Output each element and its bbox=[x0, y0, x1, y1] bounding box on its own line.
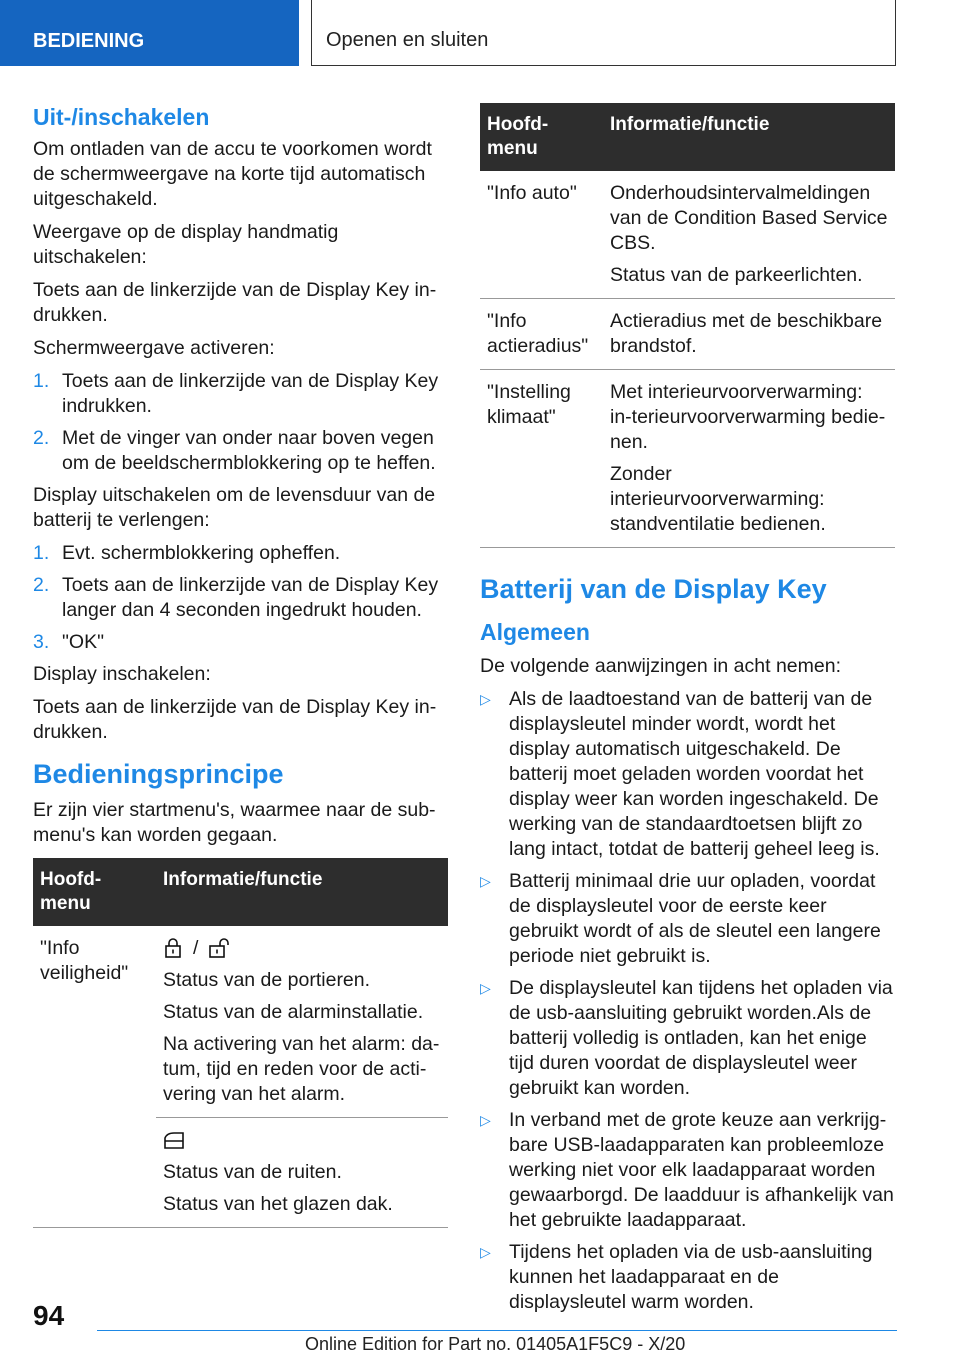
list-item bbox=[480, 869, 895, 969]
table-row bbox=[33, 926, 448, 1118]
heading-uit-inschakelen: Uit-/inschakelen bbox=[33, 104, 210, 130]
paragraph: Display uitschakelen om de levensduur van de batterij te verlengen: bbox=[33, 484, 436, 531]
table-cell: "Info actieradius" bbox=[480, 299, 603, 370]
table-row bbox=[480, 299, 895, 370]
heading-bedieningsprincipe: Bedieningsprincipe bbox=[33, 759, 284, 789]
table-cell: "Info veiligheid" bbox=[33, 926, 156, 1228]
paragraph: Er zijn vier startmenu's, waarmee naar de sub-menu's kan worden gegaan. bbox=[33, 799, 436, 846]
table-header: Informatie/functie bbox=[156, 858, 448, 926]
paragraph: Weergave op de display handmatig uitschakelen: bbox=[33, 221, 339, 268]
cell-line: Status van de ruiten. bbox=[163, 1161, 342, 1183]
list-text: In verband met de grote keuze aan verkrijg-bare USB-laadapparaten kan probleemloze werking niet voor elk laadapparaat worden gewaarborgd. De laadduur is afhankelijk van het gebruikte laadapparaat. bbox=[509, 1109, 894, 1231]
table-header: Hoofd-menu bbox=[33, 858, 156, 926]
icon-line bbox=[163, 936, 442, 960]
list-item bbox=[33, 630, 448, 655]
cell-line: Na activering van het alarm: da-tum, tijd en reden voor de acti-vering van het alarm. bbox=[163, 1033, 440, 1105]
cell-line: Zonder interieurvoorverwarming: standventilatie bedienen. bbox=[610, 463, 826, 535]
icon-line bbox=[163, 1128, 442, 1152]
list-number: 2. bbox=[33, 574, 50, 596]
cell-line: Status van de portieren. bbox=[163, 969, 371, 991]
table-cell bbox=[603, 171, 895, 299]
list-item bbox=[480, 687, 895, 862]
list-text: Tijdens het opladen via de usb-aansluiting kunnen het laadapparaat en de displaysleutel warm worden. bbox=[509, 1241, 873, 1313]
list-number: 1. bbox=[33, 370, 50, 392]
list-number: 3. bbox=[33, 631, 50, 653]
cell-line: Met interieurvoorverwarming: in-terieurvoorverwarming bedie-nen. bbox=[610, 381, 886, 453]
paragraph: De volgende aanwijzingen in acht nemen: bbox=[480, 655, 841, 677]
table-cell: "Instelling klimaat" bbox=[480, 370, 603, 548]
list-text: Als de laadtoestand van de batterij van de displaysleutel minder wordt, wordt het display automatisch uitgeschakeld. De batterij moet geladen worden voordat het display weer kan worden ingeschakeld. De werking van de standaardtoetsen blijft zo lang intact, totdat de batterij geheel leeg is. bbox=[509, 688, 880, 860]
paragraph: Om ontladen van de accu te voorkomen wordt de schermweergave na korte tijd automatisch uitgeschakeld. bbox=[33, 138, 432, 210]
list-item bbox=[33, 369, 448, 419]
numbered-list bbox=[33, 369, 448, 476]
list-number: 2. bbox=[33, 427, 50, 449]
table-header-row bbox=[33, 858, 448, 926]
footer-edition: Online Edition for Part no. 01405A1F5C9 - X/20 bbox=[305, 1334, 686, 1354]
list-text: Batterij minimaal drie uur opladen, voordat de displaysleutel voor de eerste keer gebruikt wordt of als de sleutel een langere periode niet gebruikt is. bbox=[509, 870, 881, 967]
table-cell bbox=[603, 370, 895, 548]
list-item bbox=[480, 976, 895, 1101]
table-cell: "Info auto" bbox=[480, 171, 603, 299]
table-header: Informatie/functie bbox=[603, 103, 895, 171]
menu-table-left bbox=[33, 858, 448, 1228]
footer-rule bbox=[97, 1330, 897, 1331]
list-item bbox=[33, 541, 448, 566]
table-cell bbox=[156, 1118, 448, 1228]
table-row bbox=[480, 171, 895, 299]
heading-batterij: Batterij van de Display Key bbox=[480, 574, 827, 604]
table-cell bbox=[156, 926, 448, 1118]
numbered-list bbox=[33, 541, 448, 655]
lock-open-icon bbox=[208, 938, 234, 958]
menu-table-right bbox=[480, 103, 895, 548]
cell-line: Status van het glazen dak. bbox=[163, 1193, 393, 1215]
lock-closed-icon bbox=[163, 938, 183, 958]
list-item bbox=[480, 1240, 895, 1315]
bullet-list bbox=[480, 687, 895, 1315]
cell-line: Onderhoudsintervalmeldingen van de Condition Based Service CBS. bbox=[610, 182, 888, 254]
list-item bbox=[33, 426, 448, 476]
bullet-triangle-icon: ▷ bbox=[480, 980, 491, 996]
right-column bbox=[480, 103, 895, 1322]
icon-separator: / bbox=[193, 936, 199, 959]
cell-line: Status van de parkeerlichten. bbox=[610, 264, 863, 286]
list-text: Evt. schermblokkering opheffen. bbox=[62, 542, 341, 564]
list-text: "OK" bbox=[62, 631, 105, 653]
bullet-triangle-icon: ▷ bbox=[480, 1112, 491, 1128]
bullet-triangle-icon: ▷ bbox=[480, 691, 491, 707]
table-cell bbox=[603, 299, 895, 370]
paragraph: Toets aan de linkerzijde van de Display Key in-drukken. bbox=[33, 279, 437, 326]
list-text: De displaysleutel kan tijdens het opladen via de usb-aansluiting gebruikt worden.Als de batterij volledig is ontladen, kan het enige tijd duren voordat de displaysleutel weer gebruikt kan worden. bbox=[509, 977, 893, 1099]
list-item bbox=[480, 1108, 895, 1233]
list-text: Toets aan de linkerzijde van de Display Key indrukken. bbox=[62, 370, 439, 417]
car-window-icon bbox=[163, 1130, 185, 1150]
page-header bbox=[0, 0, 960, 66]
list-item bbox=[33, 573, 448, 623]
list-text: Toets aan de linkerzijde van de Display Key langer dan 4 seconden ingedrukt houden. bbox=[62, 574, 439, 621]
page-number: 94 bbox=[33, 1300, 65, 1331]
list-number: 1. bbox=[33, 542, 50, 564]
table-row bbox=[480, 370, 895, 548]
section-tab: BEDIENING bbox=[0, 0, 299, 66]
bullet-triangle-icon: ▷ bbox=[480, 873, 491, 889]
paragraph: Display inschakelen: bbox=[33, 663, 211, 685]
list-text: Met de vinger van onder naar boven vegen om de beeldschermblokkering op te heffen. bbox=[62, 427, 436, 474]
cell-line: Status van de alarminstallatie. bbox=[163, 1001, 424, 1023]
table-header: Hoofd-menu bbox=[480, 103, 603, 171]
bullet-triangle-icon: ▷ bbox=[480, 1244, 491, 1260]
heading-algemeen: Algemeen bbox=[480, 619, 590, 645]
table-header-row bbox=[480, 103, 895, 171]
chapter-title: Openen en sluiten bbox=[311, 0, 896, 66]
left-column bbox=[33, 100, 448, 1228]
cell-line: Actieradius met de beschikbare brandstof. bbox=[610, 310, 883, 357]
paragraph: Toets aan de linkerzijde van de Display Key in-drukken. bbox=[33, 696, 437, 743]
paragraph: Schermweergave activeren: bbox=[33, 337, 275, 359]
